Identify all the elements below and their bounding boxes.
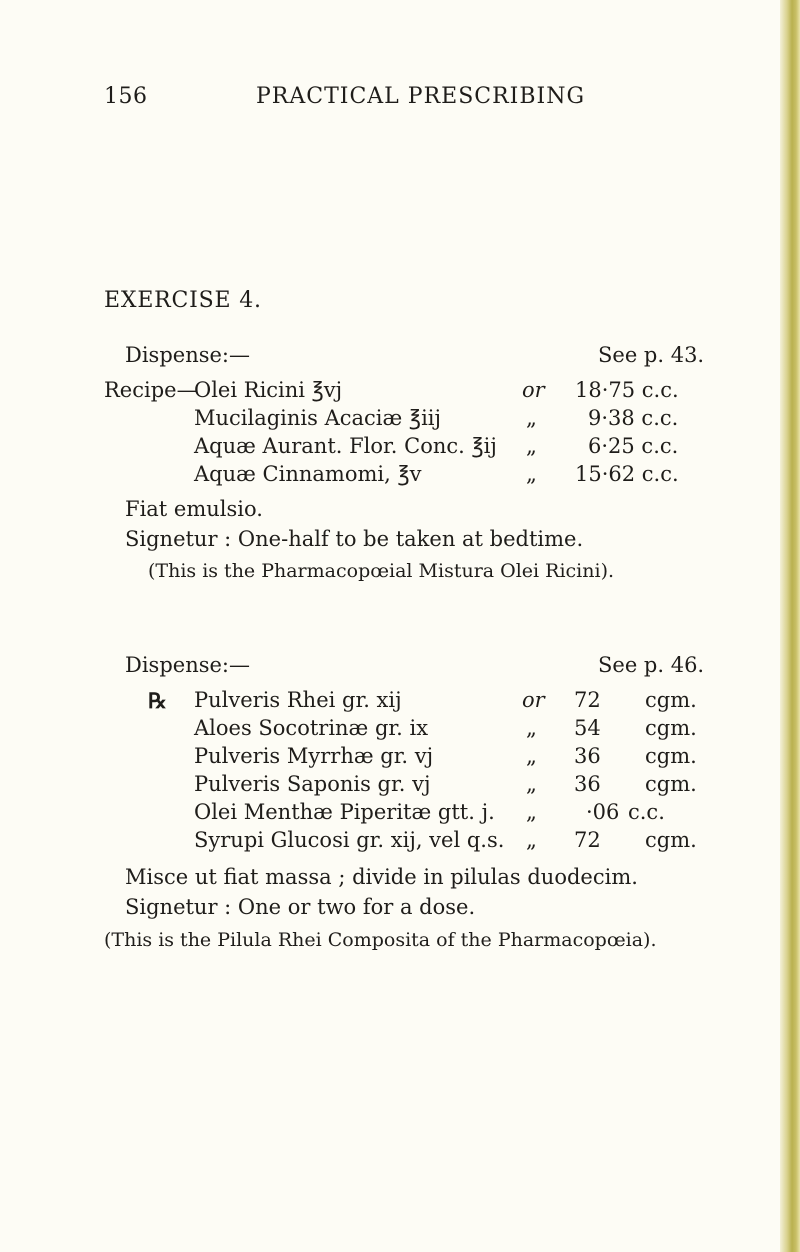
pharmacopoeia-note: (This is the Pharmacopœial Mistura Olei Ricini). bbox=[148, 560, 615, 582]
ingredient-metric: 18·75 c.c. bbox=[575, 378, 679, 402]
ingredient-conjunction: „ bbox=[526, 716, 537, 740]
pharmacopoeia-note: (This is the Pilula Rhei Composita of the Pharmacopœia). bbox=[104, 929, 657, 951]
ingredient-conjunction: „ bbox=[526, 744, 537, 768]
ingredient-name: Syrupi Glucosi gr. xij, vel q.s. bbox=[194, 828, 505, 852]
ingredient-conjunction: „ bbox=[526, 772, 537, 796]
see-page-reference: See p. 46. bbox=[598, 653, 705, 677]
page-number: 156 bbox=[104, 84, 148, 109]
ingredient-metric: 15·62 c.c. bbox=[575, 462, 679, 486]
ingredient-conjunction: „ bbox=[526, 434, 537, 458]
ingredient-name: Olei Ricini ℥vj bbox=[194, 378, 343, 402]
ingredient-metric: 9·38 c.c. bbox=[588, 406, 679, 430]
recipe-prefix: Recipe— bbox=[104, 378, 198, 402]
ingredient-name: Pulveris Saponis gr. vj bbox=[194, 772, 431, 796]
signetur-instruction: Signetur : One or two for a dose. bbox=[125, 895, 476, 919]
ingredient-name: Aloes Socotrinæ gr. ix bbox=[194, 716, 429, 740]
page-edge-shadow bbox=[780, 0, 800, 1252]
ingredient-name: Olei Menthæ Piperitæ gtt. j. bbox=[194, 800, 495, 824]
misce-instruction: Misce ut fiat massa ; divide in pilulas duodecim. bbox=[125, 865, 638, 889]
signetur-instruction: Signetur : One-half to be taken at bedtime. bbox=[125, 527, 584, 551]
ingredient-amount: 36 bbox=[574, 772, 601, 796]
rx-symbol: ℞ bbox=[148, 688, 167, 713]
exercise-title: EXERCISE 4. bbox=[104, 288, 262, 313]
ingredient-conjunction: or bbox=[522, 378, 545, 402]
ingredient-name: Aquæ Aurant. Flor. Conc. ℥ij bbox=[194, 434, 497, 458]
ingredient-unit: cgm. bbox=[645, 772, 697, 796]
ingredient-amount: 36 bbox=[574, 744, 601, 768]
ingredient-amount: ·06 bbox=[586, 800, 620, 824]
ingredient-name: Mucilaginis Acaciæ ℥iij bbox=[194, 406, 442, 430]
ingredient-unit: c.c. bbox=[628, 800, 665, 824]
ingredient-conjunction: or bbox=[522, 688, 545, 712]
ingredient-conjunction: „ bbox=[526, 800, 537, 824]
dispense-label: Dispense:— bbox=[125, 343, 251, 367]
ingredient-unit: cgm. bbox=[645, 716, 697, 740]
ingredient-conjunction: „ bbox=[526, 828, 537, 852]
ingredient-name: Pulveris Rhei gr. xij bbox=[194, 688, 402, 712]
ingredient-name: Aquæ Cinnamomi, ℥v bbox=[194, 462, 422, 486]
running-title: PRACTICAL PRESCRIBING bbox=[256, 84, 586, 109]
dispense-label: Dispense:— bbox=[125, 653, 251, 677]
fiat-instruction: Fiat emulsio. bbox=[125, 497, 263, 521]
see-page-reference: See p. 43. bbox=[598, 343, 705, 367]
ingredient-conjunction: „ bbox=[526, 462, 537, 486]
ingredient-unit: cgm. bbox=[645, 744, 697, 768]
ingredient-unit: cgm. bbox=[645, 688, 697, 712]
ingredient-amount: 54 bbox=[574, 716, 601, 740]
ingredient-amount: 72 bbox=[574, 828, 601, 852]
ingredient-name: Pulveris Myrrhæ gr. vj bbox=[194, 744, 434, 768]
ingredient-unit: cgm. bbox=[645, 828, 697, 852]
ingredient-metric: 6·25 c.c. bbox=[588, 434, 679, 458]
ingredient-conjunction: „ bbox=[526, 406, 537, 430]
ingredient-amount: 72 bbox=[574, 688, 601, 712]
